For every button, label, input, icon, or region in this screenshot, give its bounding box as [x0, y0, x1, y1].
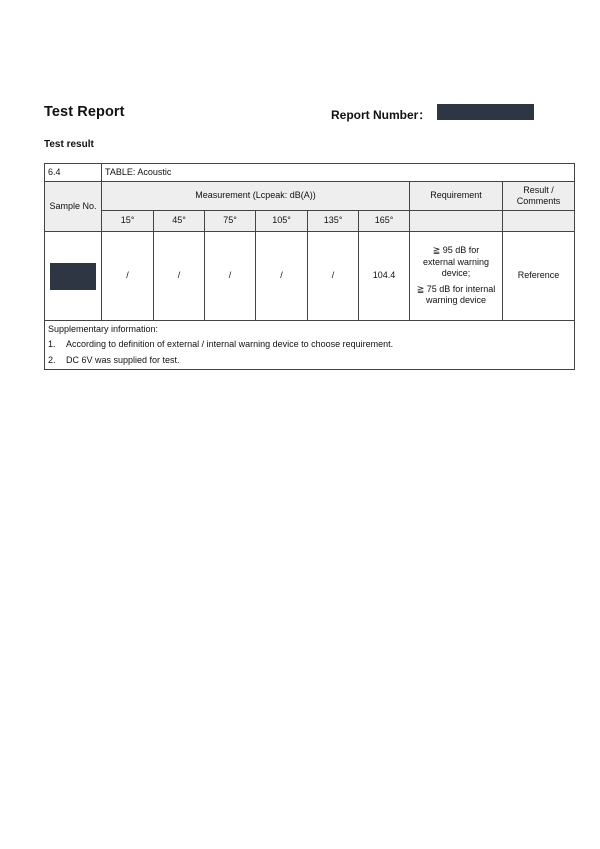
measurement-cell: / [102, 232, 154, 321]
measurement-cell: 104.4 [359, 232, 410, 321]
requirement-header: Requirement [410, 182, 503, 211]
list-item [48, 339, 571, 350]
angle-header-row [45, 211, 575, 232]
requirement-subheader-empty [410, 211, 503, 232]
table-name: TABLE: Acoustic [102, 164, 575, 182]
acoustic-result-table [44, 163, 575, 370]
result-subheader-empty [503, 211, 575, 232]
requirement-external: ≧ 95 dB for external warning device; [422, 245, 490, 278]
list-item-text: DC 6V was supplied for test. [66, 354, 180, 365]
angle-header: 15° [102, 211, 154, 232]
clause-number: 6.4 [45, 164, 102, 182]
angle-header: 45° [154, 211, 205, 232]
report-number-redaction [437, 104, 534, 120]
supplementary-row [45, 321, 575, 370]
requirement-cell [410, 232, 503, 321]
angle-header: 165° [359, 211, 410, 232]
list-item-text: According to definition of external / internal warning device to choose requirement. [66, 339, 394, 350]
report-title: Test Report [44, 104, 125, 120]
report-number-label: Report Number： [331, 108, 431, 122]
measurement-cell: / [154, 232, 205, 321]
sample-header: Sample No. [45, 182, 102, 232]
supplementary-cell [45, 321, 575, 370]
list-item-number: 1. [48, 339, 56, 350]
section-title: Test result [44, 139, 94, 150]
angle-header: 75° [205, 211, 256, 232]
result-header: Result / Comments [503, 182, 575, 211]
table-header-row [45, 182, 575, 211]
table-clause-row [45, 164, 575, 182]
requirement-internal: ≧ 75 dB for internal warning device [416, 284, 496, 306]
measurement-header: Measurement (Lcpeak: dB(A)) [102, 182, 410, 211]
sample-number-redaction [50, 263, 96, 290]
measurement-cell: / [205, 232, 256, 321]
list-item [48, 355, 571, 366]
table-row [45, 232, 575, 321]
list-item-number: 2. [48, 354, 56, 365]
measurement-cell: / [256, 232, 308, 321]
angle-header: 105° [256, 211, 308, 232]
angle-header: 135° [308, 211, 359, 232]
supplementary-title: Supplementary information: [48, 324, 159, 334]
result-cell: Reference [503, 232, 575, 321]
supplementary-list [48, 339, 571, 366]
measurement-cell: / [308, 232, 359, 321]
sample-number-cell [45, 232, 102, 321]
